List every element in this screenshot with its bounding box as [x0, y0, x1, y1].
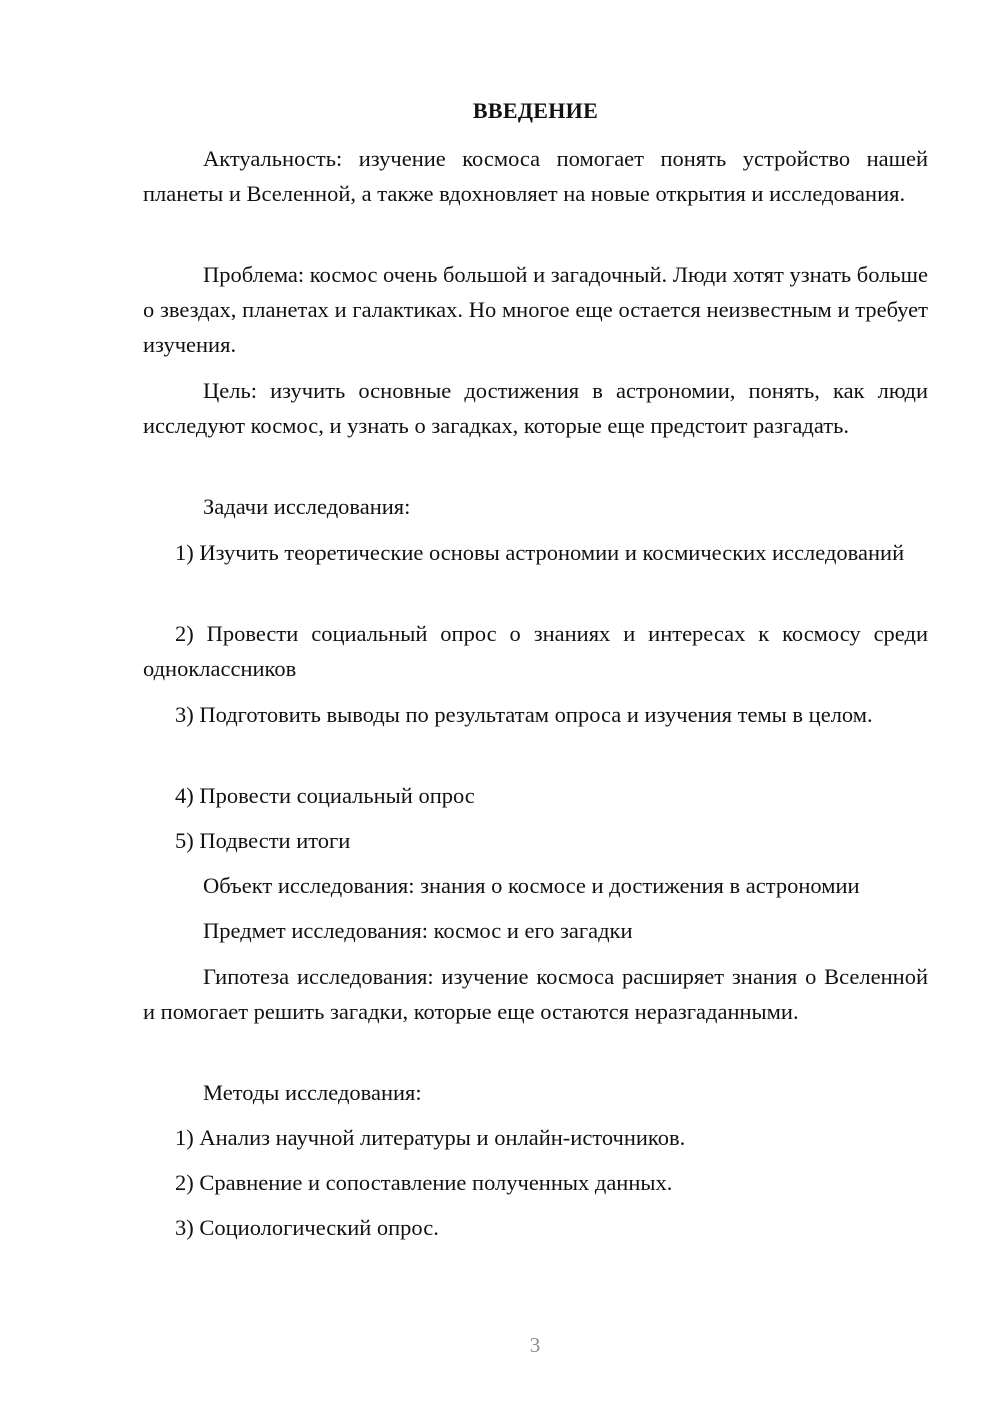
task-item-4: 4) Провести социальный опрос — [175, 783, 475, 808]
task-item-3: 3) Подготовить выводы по результатам опроса и изучения темы в целом. — [175, 702, 873, 727]
method-item-3: 3) Социологический опрос. — [175, 1215, 439, 1240]
method-item-1: 1) Анализ научной литературы и онлайн-источников. — [175, 1125, 686, 1150]
object-paragraph: Объект исследования: знания о космосе и достижения в астрономии — [203, 873, 860, 898]
task-item-1: 1) Изучить теоретические основы астрономии и космических исследований — [175, 540, 905, 565]
method-item-2: 2) Сравнение и сопоставление полученных данных. — [175, 1170, 673, 1195]
hypothesis-paragraph: Гипотеза исследования: изучение космоса расширяет знания о Вселенной и помогает решить загадки, которые еще остаются неразгаданными. — [143, 964, 928, 1024]
methods-heading: Методы исследования: — [203, 1080, 422, 1105]
page-title: ВВЕДЕНИЕ — [472, 98, 599, 123]
tasks-heading: Задачи исследования: — [203, 494, 411, 519]
problem-paragraph: Проблема: космос очень большой и загадочный. Люди хотят узнать больше о звездах, планетах и галактиках. Но многое еще остается неизвестным и требует изучения. — [143, 262, 928, 357]
task-item-5: 5) Подвести итоги — [175, 828, 351, 853]
task-item-2: 2) Провести социальный опрос о знаниях и интересах к космосу среди одноклассников — [143, 621, 928, 681]
subject-paragraph: Предмет исследования: космос и его загадки — [203, 918, 633, 943]
relevance-paragraph: Актуальность: изучение космоса помогает понять устройство нашей планеты и Вселенной, а также вдохновляет на новые открытия и исследования. — [143, 146, 928, 206]
goal-paragraph: Цель: изучить основные достижения в астрономии, понять, как люди исследуют космос, и узнать о загадках, которые еще предстоит разгадать. — [143, 378, 928, 438]
page-number: 3 — [529, 1333, 541, 1357]
